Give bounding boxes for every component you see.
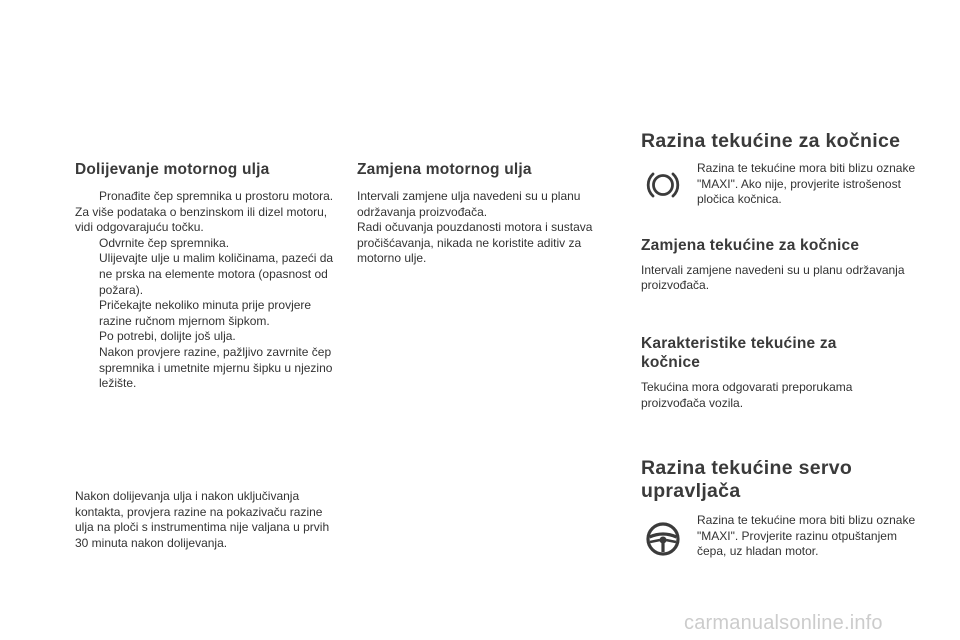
step-list xyxy=(75,236,343,392)
step-item xyxy=(75,345,343,392)
steering-wheel-icon xyxy=(645,521,681,557)
step-item xyxy=(75,236,343,252)
brake-fluid-level-heading: Razina tekućine za kočnice xyxy=(641,130,901,152)
step-text: Ulijevajte ulje u malim količinama, pazeći da ne prska na elemente motora (opasnost od požara). xyxy=(99,251,334,297)
brake-fluid-change-text: Intervali zamjene navedeni su u planu održavanja proizvođača. xyxy=(641,262,905,293)
power-steering-fluid-text: Razina te tekućine mora biti blizu oznake "MAXI". Provjerite razinu otpuštanjem čepa, uz hladan motor. xyxy=(697,513,916,559)
oil-change-section xyxy=(357,160,607,267)
oil-change-additive-text: Radi očuvanja pouzdanosti motora i sustava pročišćavanja, nikada ne koristite aditiv za motorno ulje. xyxy=(357,220,593,266)
power-steering-fluid-block xyxy=(641,513,921,560)
oil-topup-note-text: Nakon dolijevanja ulja i nakon uključivanja kontakta, provjera razine na pokazivaču razine ulja na ploči s instrumentima nije valjana u prvih 30 minuta nakon dolijevanja. xyxy=(75,489,330,550)
step-item xyxy=(75,329,343,345)
oil-change-heading: Zamjena motornog ulja xyxy=(357,161,532,178)
step-item xyxy=(75,298,343,329)
brake-fluid-change-heading: Zamjena tekućine za kočnice xyxy=(641,236,860,254)
brake-fluid-level-block xyxy=(641,161,921,208)
step-item xyxy=(75,251,343,298)
fluids-section xyxy=(641,130,921,560)
brake-fluid-spec-heading: Karakteristike tekućine za kočnice xyxy=(641,334,837,371)
step-list xyxy=(75,189,343,205)
step-item xyxy=(75,189,343,205)
brake-fluid-spec-text: Tekućina mora odgovarati preporukama proizvođača vozila. xyxy=(641,379,853,410)
oil-topup-steps xyxy=(75,189,343,392)
step-text: Pričekajte nekoliko minuta prije provjere razine ručnom mjernom šipkom. xyxy=(99,298,312,328)
oil-topup-section xyxy=(75,160,343,392)
brake-warning-icon xyxy=(645,167,681,203)
brake-fluid-level-text: Razina te tekućine mora biti blizu oznake "MAXI". Ako nije, provjerite istrošenost pločica kočnica. xyxy=(697,161,916,207)
watermark: carmanualsonline.info xyxy=(684,612,883,634)
info-paragraph: Za više podataka o benzinskom ili dizel motoru, vidi odgovarajuću točku. xyxy=(75,204,328,235)
oil-change-interval-text: Intervali zamjene ulja navedeni su u planu održavanja proizvođača. xyxy=(357,189,581,219)
step-text: Nakon provjere razine, pažljivo zavrnite čep spremnika i umetnite mjernu šipku u njezino ležište. xyxy=(99,344,333,391)
oil-topup-heading: Dolijevanje motornog ulja xyxy=(75,161,270,178)
power-steering-fluid-heading: Razina tekućine servo upravljača xyxy=(641,457,853,503)
step-text: Pronađite čep spremnika u prostoru motora. xyxy=(99,189,334,203)
step-text: Odvrnite čep spremnika. xyxy=(99,235,230,250)
oil-topup-note xyxy=(75,489,343,551)
step-text: Po potrebi, dolijte još ulja. xyxy=(99,329,236,344)
